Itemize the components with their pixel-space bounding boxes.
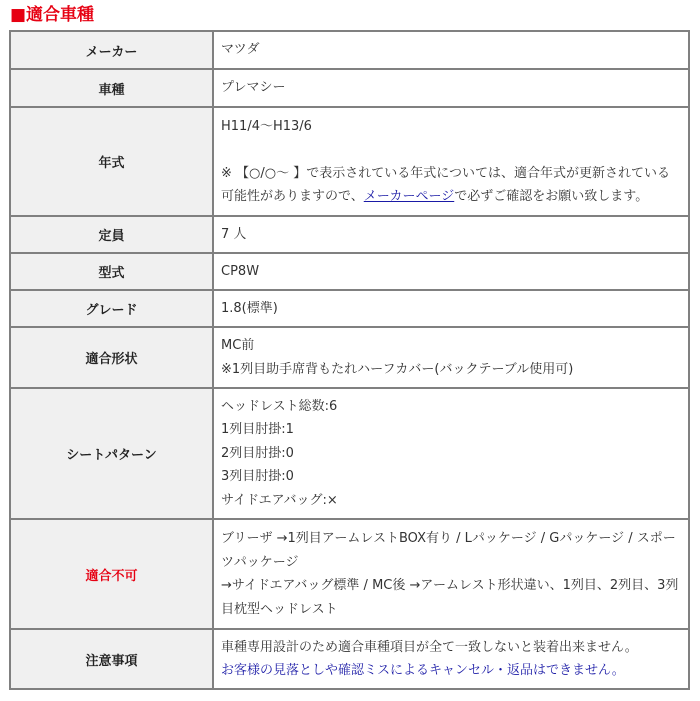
- seat-pattern-line: ヘッドレスト総数:6: [221, 398, 338, 414]
- compatibility-table: [9, 30, 690, 690]
- fit-shape-line: ※1列目助手席背もたれハーフカバー(バックテーブル使用可): [221, 361, 574, 377]
- label-not-compatible: 適合不可: [10, 519, 213, 629]
- seat-pattern-line: サイドエアバッグ:×: [221, 492, 338, 508]
- year-note-prefix: ※ 【○/○～ 】で表示されている年式については、適合年式が更新されている可能性がありますので、: [221, 165, 670, 204]
- table-row-grade: [10, 290, 689, 327]
- not-compatible-line: ブリーザ →1列目アームレストBOX有り / Lパッケージ / Gパッケージ / スポーツパッケージ: [221, 531, 676, 570]
- section-title: ■適合車種: [10, 5, 95, 25]
- year-note: [221, 162, 680, 209]
- value-year: [213, 107, 689, 216]
- label-grade: グレード: [10, 290, 213, 327]
- notes-line: 車種専用設計のため適合車種項目が全て一致しないと装着出来ません。: [221, 639, 638, 655]
- year-range: H11/4～H13/6: [221, 118, 312, 134]
- label-year: 年式: [10, 107, 213, 216]
- table-row-capacity: [10, 216, 689, 253]
- label-notes: 注意事項: [10, 629, 213, 689]
- table-row-year: [10, 107, 689, 216]
- table-row-notes: [10, 629, 689, 689]
- table-row-model: [10, 69, 689, 107]
- label-capacity: 定員: [10, 216, 213, 253]
- value-grade: 1.8(標準): [213, 290, 689, 327]
- value-seat-pattern: [213, 388, 689, 519]
- label-fit-shape: 適合形状: [10, 327, 213, 388]
- label-seat-pattern: シートパターン: [10, 388, 213, 519]
- value-notes: [213, 629, 689, 689]
- maker-page-link[interactable]: メーカーページ: [363, 189, 455, 204]
- table-row-maker: [10, 31, 689, 69]
- notes-warning-line: お客様の見落としや確認ミスによるキャンセル・返品はできません。: [221, 663, 625, 678]
- seat-pattern-line: 2列目肘掛:0: [221, 445, 294, 461]
- table-row-type: [10, 253, 689, 290]
- fit-shape-line: MC前: [221, 338, 255, 353]
- seat-pattern-line: 1列目肘掛:1: [221, 422, 294, 438]
- label-model: 車種: [10, 69, 213, 107]
- table-row-seat-pattern: [10, 388, 689, 519]
- spacer: [221, 138, 680, 162]
- year-note-suffix: で必ずご確認をお願い致します。: [454, 189, 649, 204]
- value-fit-shape: [213, 327, 689, 388]
- value-not-compatible: [213, 519, 689, 629]
- seat-pattern-line: 3列目肘掛:0: [221, 469, 294, 485]
- value-type: CP8W: [213, 253, 689, 290]
- not-compatible-line: →サイドエアバッグ標準 / MC後 →アームレスト形状違い、1列目、2列目、3列目枕型ヘッドレスト: [221, 578, 679, 617]
- label-maker: メーカー: [10, 31, 213, 69]
- table-row-not-compatible: [10, 519, 689, 629]
- value-maker: マツダ: [213, 31, 689, 69]
- value-model: プレマシー: [213, 69, 689, 107]
- value-capacity: 7 人: [213, 216, 689, 253]
- table-row-fit-shape: [10, 327, 689, 388]
- label-type: 型式: [10, 253, 213, 290]
